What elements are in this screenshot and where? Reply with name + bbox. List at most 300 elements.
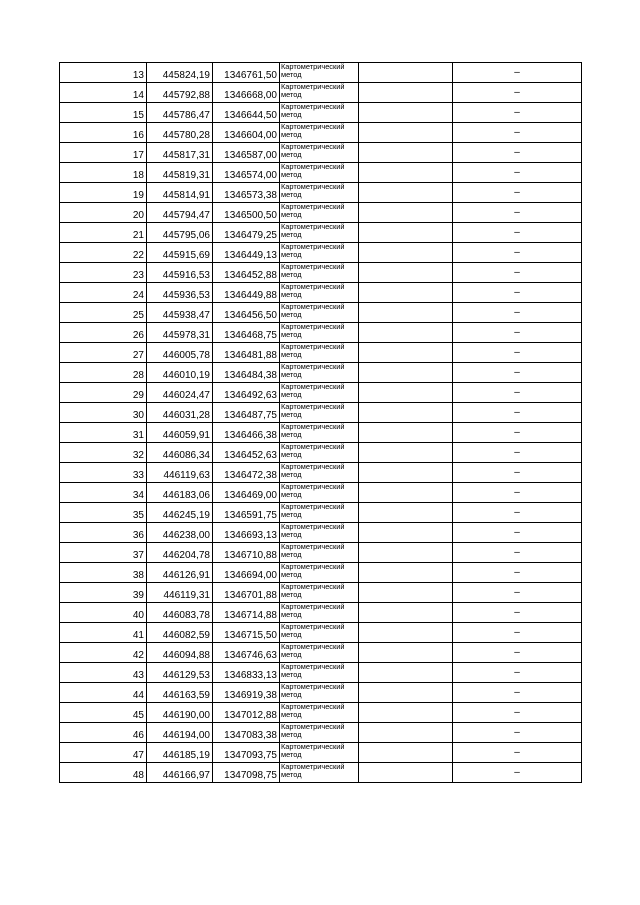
table-row [60, 443, 582, 463]
x-coordinate-cell: 446031,28 [147, 403, 213, 423]
y-coordinate-cell: 1346919,38 [213, 683, 280, 703]
coordinates-table-body [60, 63, 582, 783]
method-label-line1: Картометрический [281, 142, 345, 151]
x-coordinate-cell: 446024,47 [147, 383, 213, 403]
method-label-line1: Картометрический [281, 622, 345, 631]
empty-cell [359, 623, 453, 643]
point-number-cell: 45 [60, 703, 147, 723]
table-row [60, 623, 582, 643]
y-coordinate-cell: 1346492,63 [213, 383, 280, 403]
method-cell [280, 543, 359, 563]
table-row [60, 643, 582, 663]
method-cell [280, 583, 359, 603]
point-number-cell: 43 [60, 663, 147, 683]
y-coordinate-cell: 1346479,25 [213, 223, 280, 243]
empty-cell [359, 283, 453, 303]
method-label-line1: Картометрический [281, 102, 345, 111]
x-coordinate-cell: 445817,31 [147, 143, 213, 163]
dash-cell: – [453, 543, 582, 563]
method-label-line1: Картометрический [281, 62, 345, 71]
table-row [60, 383, 582, 403]
x-coordinate-cell: 445824,19 [147, 63, 213, 83]
table-row [60, 503, 582, 523]
y-coordinate-cell: 1346710,88 [213, 543, 280, 563]
dash-cell: – [453, 763, 582, 783]
y-coordinate-cell: 1346481,88 [213, 343, 280, 363]
method-cell [280, 63, 359, 83]
method-label-line2: метод [281, 310, 302, 319]
dash-cell: – [453, 183, 582, 203]
empty-cell [359, 423, 453, 443]
method-cell [280, 443, 359, 463]
method-label-line2: метод [281, 550, 302, 559]
point-number-cell: 28 [60, 363, 147, 383]
method-label-line1: Картометрический [281, 362, 345, 371]
x-coordinate-cell: 446119,31 [147, 583, 213, 603]
method-label-line1: Картометрический [281, 522, 345, 531]
point-number-cell: 39 [60, 583, 147, 603]
method-cell [280, 243, 359, 263]
method-label-line2: метод [281, 110, 302, 119]
table-row [60, 723, 582, 743]
y-coordinate-cell: 1346746,63 [213, 643, 280, 663]
point-number-cell: 48 [60, 763, 147, 783]
method-cell [280, 563, 359, 583]
table-row [60, 763, 582, 783]
method-cell [280, 143, 359, 163]
method-cell [280, 763, 359, 783]
table-row [60, 163, 582, 183]
table-row [60, 663, 582, 683]
method-cell [280, 303, 359, 323]
x-coordinate-cell: 446185,19 [147, 743, 213, 763]
method-label-line1: Картометрический [281, 702, 345, 711]
table-row [60, 683, 582, 703]
method-label-line2: метод [281, 230, 302, 239]
y-coordinate-cell: 1346456,50 [213, 303, 280, 323]
y-coordinate-cell: 1346833,13 [213, 663, 280, 683]
method-label-line1: Картометрический [281, 542, 345, 551]
method-cell [280, 83, 359, 103]
empty-cell [359, 223, 453, 243]
x-coordinate-cell: 446094,88 [147, 643, 213, 663]
empty-cell [359, 303, 453, 323]
method-label-line1: Картометрический [281, 382, 345, 391]
method-label-line2: метод [281, 450, 302, 459]
x-coordinate-cell: 445819,31 [147, 163, 213, 183]
dash-cell: – [453, 403, 582, 423]
empty-cell [359, 563, 453, 583]
point-number-cell: 20 [60, 203, 147, 223]
method-cell [280, 363, 359, 383]
dash-cell: – [453, 263, 582, 283]
dash-cell: – [453, 423, 582, 443]
y-coordinate-cell: 1346466,38 [213, 423, 280, 443]
point-number-cell: 27 [60, 343, 147, 363]
empty-cell [359, 323, 453, 343]
dash-cell: – [453, 683, 582, 703]
method-cell [280, 183, 359, 203]
table-row [60, 143, 582, 163]
y-coordinate-cell: 1346449,13 [213, 243, 280, 263]
method-label-line1: Картометрический [281, 302, 345, 311]
point-number-cell: 38 [60, 563, 147, 583]
empty-cell [359, 263, 453, 283]
method-label-line2: метод [281, 390, 302, 399]
method-label-line1: Картометрический [281, 262, 345, 271]
method-label-line2: метод [281, 150, 302, 159]
empty-cell [359, 83, 453, 103]
method-label-line2: метод [281, 370, 302, 379]
table-row [60, 263, 582, 283]
dash-cell: – [453, 223, 582, 243]
dash-cell: – [453, 123, 582, 143]
empty-cell [359, 63, 453, 83]
dash-cell: – [453, 283, 582, 303]
y-coordinate-cell: 1346694,00 [213, 563, 280, 583]
method-label-line2: метод [281, 330, 302, 339]
point-number-cell: 18 [60, 163, 147, 183]
dash-cell: – [453, 503, 582, 523]
method-cell [280, 463, 359, 483]
point-number-cell: 34 [60, 483, 147, 503]
method-label-line2: метод [281, 770, 302, 779]
dash-cell: – [453, 703, 582, 723]
method-label-line1: Картометрический [281, 162, 345, 171]
dash-cell: – [453, 603, 582, 623]
method-label-line1: Картометрический [281, 402, 345, 411]
y-coordinate-cell: 1346469,00 [213, 483, 280, 503]
dash-cell: – [453, 743, 582, 763]
empty-cell [359, 123, 453, 143]
x-coordinate-cell: 445938,47 [147, 303, 213, 323]
method-label-line2: метод [281, 570, 302, 579]
x-coordinate-cell: 446129,53 [147, 663, 213, 683]
x-coordinate-cell: 445795,06 [147, 223, 213, 243]
method-label-line1: Картометрический [281, 502, 345, 511]
empty-cell [359, 363, 453, 383]
empty-cell [359, 483, 453, 503]
method-label-line1: Картометрический [281, 422, 345, 431]
point-number-cell: 41 [60, 623, 147, 643]
point-number-cell: 15 [60, 103, 147, 123]
method-cell [280, 223, 359, 243]
y-coordinate-cell: 1346573,38 [213, 183, 280, 203]
point-number-cell: 22 [60, 243, 147, 263]
method-label-line2: метод [281, 210, 302, 219]
point-number-cell: 37 [60, 543, 147, 563]
empty-cell [359, 503, 453, 523]
method-label-line2: метод [281, 270, 302, 279]
point-number-cell: 25 [60, 303, 147, 323]
method-label-line1: Картометрический [281, 562, 345, 571]
x-coordinate-cell: 446204,78 [147, 543, 213, 563]
method-label-line2: метод [281, 430, 302, 439]
method-label-line1: Картометрический [281, 602, 345, 611]
method-label-line1: Картометрический [281, 82, 345, 91]
point-number-cell: 19 [60, 183, 147, 203]
y-coordinate-cell: 1346452,63 [213, 443, 280, 463]
point-number-cell: 46 [60, 723, 147, 743]
point-number-cell: 16 [60, 123, 147, 143]
empty-cell [359, 383, 453, 403]
table-row [60, 103, 582, 123]
x-coordinate-cell: 445915,69 [147, 243, 213, 263]
point-number-cell: 47 [60, 743, 147, 763]
method-cell [280, 683, 359, 703]
method-label-line1: Картометрический [281, 202, 345, 211]
method-label-line1: Картометрический [281, 282, 345, 291]
empty-cell [359, 203, 453, 223]
point-number-cell: 17 [60, 143, 147, 163]
y-coordinate-cell: 1347083,38 [213, 723, 280, 743]
dash-cell: – [453, 203, 582, 223]
method-label-line2: метод [281, 650, 302, 659]
method-label-line1: Картометрический [281, 462, 345, 471]
method-label-line2: метод [281, 90, 302, 99]
dash-cell: – [453, 563, 582, 583]
x-coordinate-cell: 446086,34 [147, 443, 213, 463]
y-coordinate-cell: 1347012,88 [213, 703, 280, 723]
y-coordinate-cell: 1346644,50 [213, 103, 280, 123]
table-row [60, 283, 582, 303]
method-cell [280, 623, 359, 643]
method-label-line2: метод [281, 670, 302, 679]
x-coordinate-cell: 446183,06 [147, 483, 213, 503]
x-coordinate-cell: 446126,91 [147, 563, 213, 583]
method-label-line1: Картометрический [281, 742, 345, 751]
method-cell [280, 523, 359, 543]
method-label-line2: метод [281, 70, 302, 79]
method-label-line2: метод [281, 190, 302, 199]
method-cell [280, 323, 359, 343]
empty-cell [359, 703, 453, 723]
y-coordinate-cell: 1346668,00 [213, 83, 280, 103]
x-coordinate-cell: 446059,91 [147, 423, 213, 443]
method-cell [280, 483, 359, 503]
method-label-line2: метод [281, 590, 302, 599]
table-row [60, 363, 582, 383]
method-label-line2: метод [281, 410, 302, 419]
x-coordinate-cell: 445786,47 [147, 103, 213, 123]
x-coordinate-cell: 446119,63 [147, 463, 213, 483]
empty-cell [359, 103, 453, 123]
point-number-cell: 40 [60, 603, 147, 623]
method-label-line2: метод [281, 130, 302, 139]
dash-cell: – [453, 523, 582, 543]
table-row [60, 63, 582, 83]
x-coordinate-cell: 445792,88 [147, 83, 213, 103]
method-label-line1: Картометрический [281, 222, 345, 231]
dash-cell: – [453, 723, 582, 743]
y-coordinate-cell: 1346468,75 [213, 323, 280, 343]
y-coordinate-cell: 1346591,75 [213, 503, 280, 523]
method-label-line1: Картометрический [281, 182, 345, 191]
dash-cell: – [453, 103, 582, 123]
x-coordinate-cell: 446194,00 [147, 723, 213, 743]
table-row [60, 463, 582, 483]
dash-cell: – [453, 323, 582, 343]
method-label-line2: метод [281, 610, 302, 619]
dash-cell: – [453, 363, 582, 383]
table-row [60, 183, 582, 203]
y-coordinate-cell: 1346574,00 [213, 163, 280, 183]
empty-cell [359, 523, 453, 543]
table-row [60, 83, 582, 103]
method-label-line1: Картометрический [281, 762, 345, 771]
method-label-line1: Картометрический [281, 722, 345, 731]
empty-cell [359, 463, 453, 483]
method-label-line2: метод [281, 710, 302, 719]
method-cell [280, 423, 359, 443]
dash-cell: – [453, 163, 582, 183]
empty-cell [359, 643, 453, 663]
table-row [60, 423, 582, 443]
point-number-cell: 21 [60, 223, 147, 243]
dash-cell: – [453, 63, 582, 83]
coordinates-table [59, 62, 582, 783]
dash-cell: – [453, 583, 582, 603]
method-label-line1: Картометрический [281, 582, 345, 591]
method-label-line2: метод [281, 510, 302, 519]
table-row [60, 323, 582, 343]
method-cell [280, 503, 359, 523]
y-coordinate-cell: 1346487,75 [213, 403, 280, 423]
empty-cell [359, 763, 453, 783]
empty-cell [359, 443, 453, 463]
empty-cell [359, 183, 453, 203]
table-row [60, 303, 582, 323]
point-number-cell: 33 [60, 463, 147, 483]
method-label-line1: Картометрический [281, 122, 345, 131]
dash-cell: – [453, 623, 582, 643]
x-coordinate-cell: 446163,59 [147, 683, 213, 703]
empty-cell [359, 543, 453, 563]
y-coordinate-cell: 1347093,75 [213, 743, 280, 763]
method-cell [280, 383, 359, 403]
x-coordinate-cell: 446010,19 [147, 363, 213, 383]
method-cell [280, 123, 359, 143]
y-coordinate-cell: 1346484,38 [213, 363, 280, 383]
point-number-cell: 14 [60, 83, 147, 103]
method-label-line1: Картометрический [281, 322, 345, 331]
method-label-line2: метод [281, 290, 302, 299]
method-label-line1: Картометрический [281, 642, 345, 651]
point-number-cell: 13 [60, 63, 147, 83]
x-coordinate-cell: 446238,00 [147, 523, 213, 543]
point-number-cell: 36 [60, 523, 147, 543]
dash-cell: – [453, 383, 582, 403]
table-row [60, 603, 582, 623]
x-coordinate-cell: 446083,78 [147, 603, 213, 623]
method-cell [280, 343, 359, 363]
point-number-cell: 44 [60, 683, 147, 703]
method-cell [280, 103, 359, 123]
x-coordinate-cell: 445794,47 [147, 203, 213, 223]
x-coordinate-cell: 446166,97 [147, 763, 213, 783]
method-cell [280, 723, 359, 743]
dash-cell: – [453, 663, 582, 683]
empty-cell [359, 143, 453, 163]
method-label-line2: метод [281, 250, 302, 259]
method-label-line1: Картометрический [281, 242, 345, 251]
method-cell [280, 163, 359, 183]
table-row [60, 123, 582, 143]
method-cell [280, 263, 359, 283]
table-row [60, 203, 582, 223]
method-label-line2: метод [281, 530, 302, 539]
empty-cell [359, 583, 453, 603]
empty-cell [359, 243, 453, 263]
y-coordinate-cell: 1346693,13 [213, 523, 280, 543]
x-coordinate-cell: 446005,78 [147, 343, 213, 363]
y-coordinate-cell: 1346452,88 [213, 263, 280, 283]
x-coordinate-cell: 445780,28 [147, 123, 213, 143]
method-label-line2: метод [281, 630, 302, 639]
table-row [60, 223, 582, 243]
method-cell [280, 663, 359, 683]
dash-cell: – [453, 243, 582, 263]
empty-cell [359, 663, 453, 683]
point-number-cell: 32 [60, 443, 147, 463]
method-label-line2: метод [281, 170, 302, 179]
point-number-cell: 26 [60, 323, 147, 343]
point-number-cell: 35 [60, 503, 147, 523]
x-coordinate-cell: 445916,53 [147, 263, 213, 283]
method-label-line1: Картометрический [281, 442, 345, 451]
y-coordinate-cell: 1346714,88 [213, 603, 280, 623]
dash-cell: – [453, 463, 582, 483]
point-number-cell: 42 [60, 643, 147, 663]
empty-cell [359, 403, 453, 423]
method-label-line1: Картометрический [281, 662, 345, 671]
method-label-line1: Картометрический [281, 682, 345, 691]
table-row [60, 563, 582, 583]
y-coordinate-cell: 1346761,50 [213, 63, 280, 83]
point-number-cell: 23 [60, 263, 147, 283]
empty-cell [359, 343, 453, 363]
x-coordinate-cell: 446245,19 [147, 503, 213, 523]
y-coordinate-cell: 1346472,38 [213, 463, 280, 483]
y-coordinate-cell: 1346587,00 [213, 143, 280, 163]
x-coordinate-cell: 445978,31 [147, 323, 213, 343]
table-row [60, 523, 582, 543]
table-row [60, 343, 582, 363]
method-label-line2: метод [281, 690, 302, 699]
table-row [60, 543, 582, 563]
y-coordinate-cell: 1346701,88 [213, 583, 280, 603]
table-row [60, 743, 582, 763]
method-label-line2: метод [281, 730, 302, 739]
x-coordinate-cell: 446190,00 [147, 703, 213, 723]
method-label-line2: метод [281, 750, 302, 759]
table-row [60, 483, 582, 503]
method-label-line2: метод [281, 490, 302, 499]
dash-cell: – [453, 303, 582, 323]
empty-cell [359, 743, 453, 763]
method-cell [280, 283, 359, 303]
table-row [60, 403, 582, 423]
empty-cell [359, 723, 453, 743]
table-row [60, 243, 582, 263]
dash-cell: – [453, 83, 582, 103]
x-coordinate-cell: 446082,59 [147, 623, 213, 643]
point-number-cell: 31 [60, 423, 147, 443]
dash-cell: – [453, 443, 582, 463]
x-coordinate-cell: 445814,91 [147, 183, 213, 203]
method-label-line2: метод [281, 470, 302, 479]
y-coordinate-cell: 1346604,00 [213, 123, 280, 143]
